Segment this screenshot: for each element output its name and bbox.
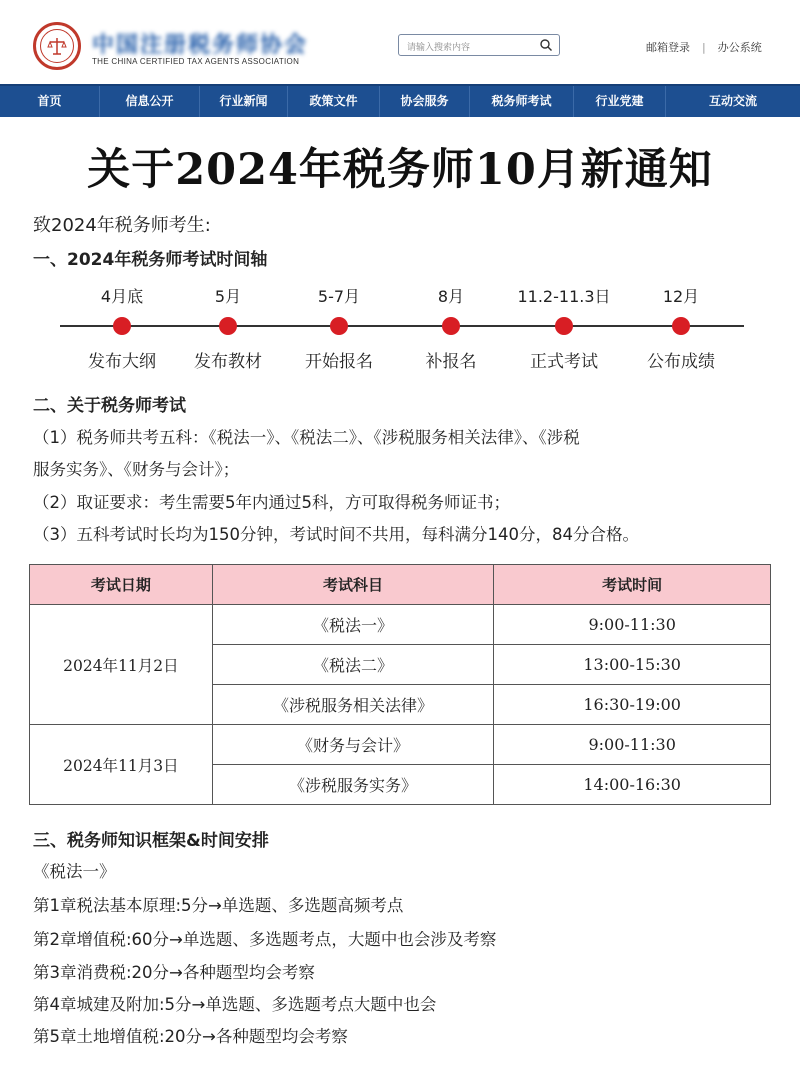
org-name: 中国注册税务师协会 bbox=[92, 33, 309, 58]
timeline-label: 补报名 bbox=[425, 352, 477, 372]
table-cell-subject: 《税法二》 bbox=[212, 645, 494, 685]
table-row bbox=[30, 725, 771, 765]
main-nav bbox=[0, 84, 800, 117]
table-cell-time: 13:00-15:30 bbox=[494, 645, 771, 685]
timeline-node bbox=[62, 285, 182, 372]
exam-schedule-table bbox=[29, 564, 771, 805]
timeline-date: 11.2-11.3日 bbox=[517, 287, 611, 306]
table-cell-subject: 《涉税服务相关法律》 bbox=[212, 685, 494, 725]
link-divider: | bbox=[702, 40, 706, 54]
search-icon[interactable] bbox=[539, 38, 553, 52]
timeline-dot bbox=[113, 317, 131, 335]
org-name-en: THE CHINA CERTIFIED TAX AGENTS ASSOCIATION bbox=[92, 57, 300, 66]
timeline-label: 公布成绩 bbox=[647, 352, 715, 372]
nav-item-news[interactable]: 行业新闻 bbox=[200, 86, 288, 117]
table-cell-time: 14:00-16:30 bbox=[494, 765, 771, 805]
nav-item-interact[interactable]: 互动交流 bbox=[708, 94, 757, 108]
nav-item-services[interactable]: 协会服务 bbox=[380, 86, 470, 117]
table-cell-time: 9:00-11:30 bbox=[494, 725, 771, 765]
top-links bbox=[646, 39, 762, 55]
exam-timeline bbox=[60, 285, 744, 375]
greeting: 致2024年税务师考生: bbox=[33, 215, 211, 236]
nav-item-party[interactable]: 行业党建 bbox=[574, 86, 666, 117]
timeline-date: 5-7月 bbox=[317, 287, 361, 306]
timeline-dot bbox=[555, 317, 573, 335]
timeline-node bbox=[279, 285, 399, 372]
chapter-line: 第2章增值税:60分→单选题、多选题考点，大题中也会涉及考察 bbox=[33, 930, 497, 949]
page-title: 关于2024年税务师10月新通知 bbox=[87, 145, 713, 195]
nav-item-policy[interactable]: 政策文件 bbox=[288, 86, 380, 117]
timeline-node bbox=[621, 285, 741, 372]
timeline-node bbox=[504, 285, 624, 372]
mail-login-link[interactable]: 邮箱登录 bbox=[646, 41, 690, 54]
table-header-row bbox=[30, 565, 771, 605]
table-cell-date: 2024年11月3日 bbox=[30, 725, 213, 805]
exam-info-line: （2）取证要求：考生需要5年内通过5科，方可取得税务师证书； bbox=[33, 493, 510, 512]
timeline-date: 8月 bbox=[437, 287, 465, 306]
section-heading-framework: 三、税务师知识框架&时间安排 bbox=[33, 831, 269, 851]
table-row bbox=[30, 605, 771, 645]
exam-info-line: 服务实务》、《财务与会计》； bbox=[33, 460, 240, 479]
nav-item-home[interactable]: 首页 bbox=[0, 86, 100, 117]
timeline-node bbox=[391, 285, 511, 372]
table-cell-time: 9:00-11:30 bbox=[494, 605, 771, 645]
table-header-time: 考试时间 bbox=[494, 565, 771, 605]
logo-seal-icon[interactable] bbox=[33, 22, 81, 70]
chapter-line: 第1章税法基本原理:5分→单选题、多选题高频考点 bbox=[33, 896, 404, 915]
chapter-line: 第3章消费税:20分→各种题型均会考察 bbox=[33, 963, 315, 982]
table-header-subject: 考试科目 bbox=[212, 565, 494, 605]
chapter-line: 第4章城建及附加:5分→单选题、多选题考点大题中也会 bbox=[33, 995, 437, 1014]
timeline-dot bbox=[330, 317, 348, 335]
nav-item-info[interactable]: 信息公开 bbox=[100, 86, 200, 117]
exam-info-line: （3）五科考试时长均为150分钟，考试时间不共用，每科满分140分，84分合格。 bbox=[33, 525, 639, 544]
timeline-date: 4月底 bbox=[100, 287, 144, 306]
timeline-dot bbox=[219, 317, 237, 335]
timeline-label: 正式考试 bbox=[530, 352, 598, 372]
timeline-node bbox=[168, 285, 288, 372]
table-cell-time: 16:30-19:00 bbox=[494, 685, 771, 725]
nav-item-exam[interactable]: 税务师考试 bbox=[470, 86, 574, 117]
scales-icon bbox=[46, 35, 68, 57]
site-header bbox=[0, 0, 800, 84]
timeline-dot bbox=[442, 317, 460, 335]
timeline-date: 12月 bbox=[662, 287, 700, 306]
search-input[interactable] bbox=[407, 38, 535, 58]
timeline-dot bbox=[672, 317, 690, 335]
search-box bbox=[398, 34, 560, 56]
chapter-line: 第5章土地增值税:20分→各种题型均会考察 bbox=[33, 1027, 348, 1046]
table-cell-subject: 《税法一》 bbox=[212, 605, 494, 645]
timeline-label: 开始报名 bbox=[305, 352, 373, 372]
table-cell-subject: 《涉税服务实务》 bbox=[212, 765, 494, 805]
section-heading-timeline: 一、2024年税务师考试时间轴 bbox=[33, 250, 268, 270]
subject-name: 《税法一》 bbox=[33, 862, 116, 881]
timeline-label: 发布教材 bbox=[194, 352, 262, 372]
office-system-link[interactable]: 办公系统 bbox=[717, 41, 762, 54]
table-header-date: 考试日期 bbox=[30, 565, 213, 605]
exam-info-line: （1）税务师共考五科：《税法一》、《税法二》、《涉税服务相关法律》、《涉税 bbox=[33, 428, 580, 447]
timeline-date: 5月 bbox=[214, 287, 242, 306]
table-cell-date: 2024年11月2日 bbox=[30, 605, 213, 725]
section-heading-exam: 二、关于税务师考试 bbox=[33, 396, 186, 416]
timeline-label: 发布大纲 bbox=[88, 352, 156, 372]
table-cell-subject: 《财务与会计》 bbox=[212, 725, 494, 765]
